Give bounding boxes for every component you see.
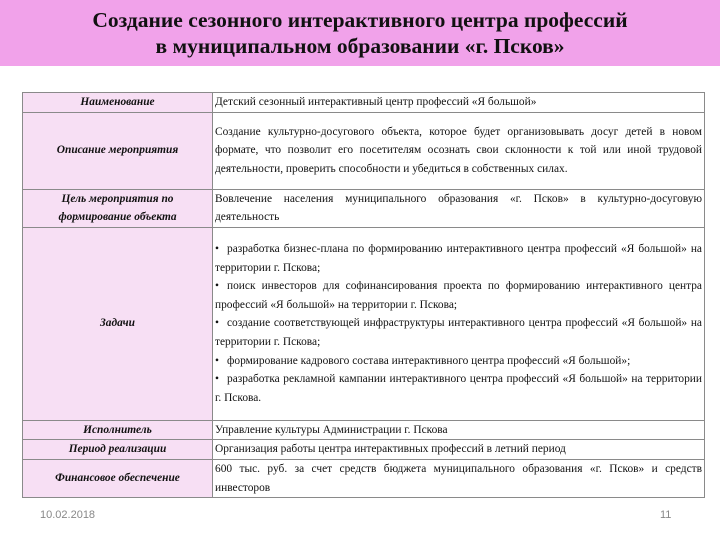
table-row-tasks bbox=[23, 227, 705, 420]
row-value: Детский сезонный интерактивный центр профессий «Я большой» bbox=[213, 93, 705, 113]
row-label: Задачи bbox=[23, 227, 213, 420]
table-row-description bbox=[23, 112, 705, 189]
bullet-icon: • bbox=[215, 317, 219, 330]
task-text: разработка бизнес-плана по формированию интерактивного центра профессий «Я большой» на территории г. Пскова; bbox=[215, 243, 702, 274]
slide-title-line-1: Создание сезонного интерактивного центра профессий bbox=[92, 7, 628, 32]
list-item bbox=[215, 277, 702, 314]
table-row-executor bbox=[23, 420, 705, 440]
list-item bbox=[215, 352, 702, 371]
slide-title bbox=[0, 0, 720, 66]
bullet-icon: • bbox=[215, 354, 219, 367]
row-label: Описание мероприятия bbox=[23, 112, 213, 189]
list-item bbox=[215, 370, 702, 407]
table-row-period bbox=[23, 440, 705, 460]
row-label: Цель мероприятия по формирование объекта bbox=[23, 189, 213, 227]
task-text: создание соответствующей инфраструктуры интерактивного центра профессий «Я большой» на территории г. Пскова; bbox=[215, 317, 702, 349]
slide-date: 10.02.2018 bbox=[40, 509, 96, 521]
list-item bbox=[215, 240, 702, 277]
row-label: Наименование bbox=[23, 93, 213, 113]
table-row-goal bbox=[23, 189, 705, 227]
table-row-name bbox=[23, 93, 705, 113]
bullet-icon: • bbox=[215, 280, 219, 293]
project-table bbox=[22, 92, 705, 498]
row-value: Создание культурно-досугового объекта, которое будет организовывать досуг детей в новом формате, что позволит его посетителям осознать свои склонности к той или иной трудовой деятельности, проверить способности и убедиться в собственных силах. bbox=[213, 112, 705, 189]
row-label: Период реализации bbox=[23, 440, 213, 460]
table-row-funding bbox=[23, 459, 705, 497]
task-text: разработка рекламной кампании интерактивного центра профессий «Я большой» на территории г. Пскова. bbox=[215, 373, 702, 404]
slide-title-line-2: в муниципальном образовании «г. Псков» bbox=[155, 34, 565, 58]
row-value: Вовлечение населения муниципального образования «г. Псков» в культурно-досуговую деятельность bbox=[213, 189, 705, 227]
task-text: формирование кадрового состава интерактивного центра профессий «Я большой»; bbox=[227, 354, 631, 367]
slide-page-number: 11 bbox=[660, 509, 672, 521]
bullet-icon: • bbox=[215, 373, 219, 386]
row-value: 600 тыс. руб. за счет средств бюджета муниципального образования «г. Псков» и средств инвесторов bbox=[213, 459, 705, 497]
task-text: поиск инвесторов для софинансирования проекта по формированию интерактивного центра профессий «Я большой» на территории г. Пскова; bbox=[215, 280, 702, 311]
row-value: Организация работы центра интерактивных профессий в летний период bbox=[213, 440, 705, 460]
list-item bbox=[215, 314, 702, 351]
tasks-list bbox=[213, 227, 705, 420]
bullet-icon: • bbox=[215, 243, 219, 256]
row-label: Финансовое обеспечение bbox=[23, 459, 213, 497]
row-value: Управление культуры Администрации г. Пскова bbox=[213, 420, 705, 440]
row-label: Исполнитель bbox=[23, 420, 213, 440]
